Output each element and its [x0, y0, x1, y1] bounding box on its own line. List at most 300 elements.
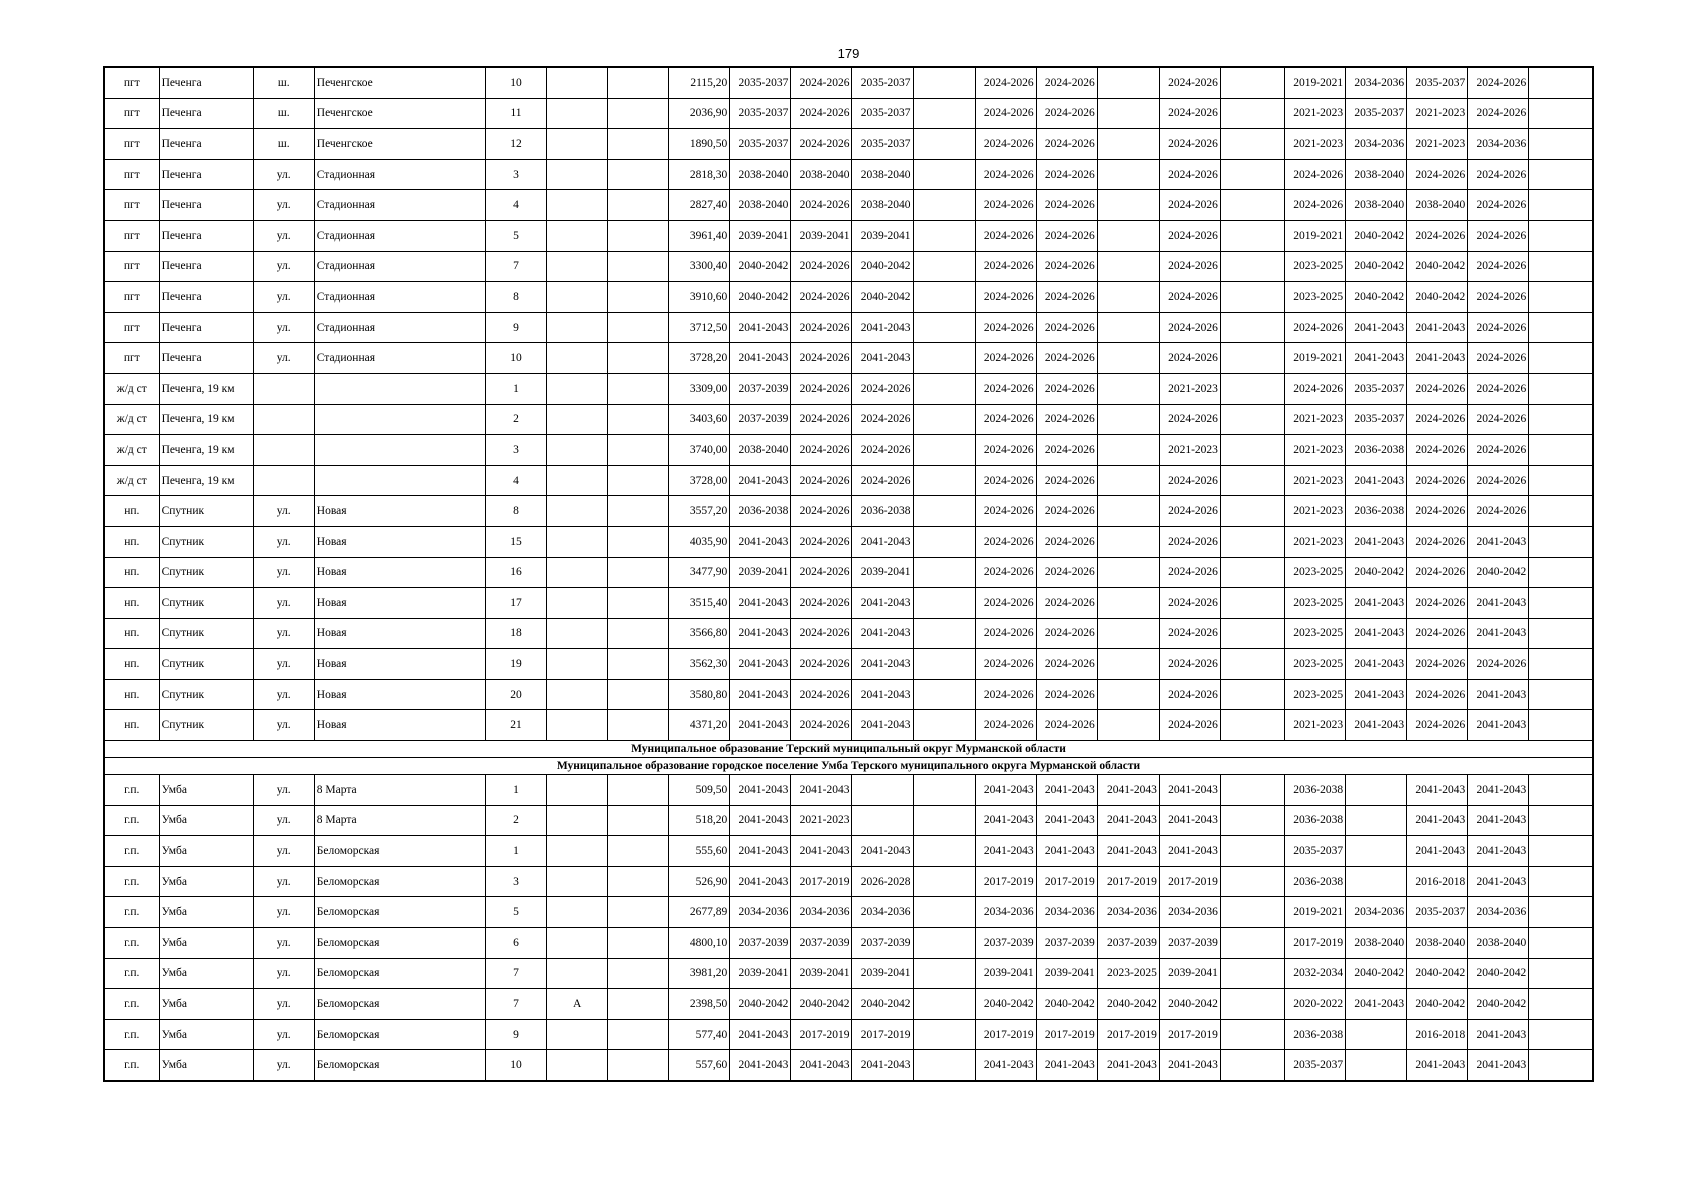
table-cell: 2017-2019: [1285, 928, 1346, 959]
table-cell: [608, 775, 669, 806]
table-cell: ул.: [253, 282, 314, 313]
table-cell: [608, 866, 669, 897]
table-cell: [913, 928, 975, 959]
table-cell: 2041-2043: [1036, 836, 1097, 867]
table-cell: [913, 775, 975, 806]
table-cell: Умба: [159, 928, 253, 959]
table-cell: 2041-2043: [975, 805, 1036, 836]
table-cell: [1097, 465, 1159, 496]
table-cell: [1346, 1050, 1407, 1081]
section-row: [104, 741, 1593, 758]
table-cell: ул.: [253, 679, 314, 710]
table-cell: [1220, 557, 1284, 588]
table-cell: 15: [485, 526, 546, 557]
table-cell: [1529, 989, 1593, 1020]
table-cell: 2024-2026: [1468, 98, 1529, 129]
table-cell: [547, 435, 608, 466]
table-cell: [1220, 67, 1284, 98]
table-cell: 2024-2026: [975, 618, 1036, 649]
table-cell: 2039-2041: [852, 220, 913, 251]
table-cell: 21: [485, 710, 546, 741]
table-cell: 2041-2043: [730, 649, 791, 680]
table-cell: 20: [485, 679, 546, 710]
table-cell: 2024-2026: [1159, 557, 1220, 588]
table-cell: пгт: [104, 67, 159, 98]
table-row: [104, 1050, 1593, 1081]
table-cell: [1529, 526, 1593, 557]
table-cell: 2024-2026: [1036, 618, 1097, 649]
table-cell: [1529, 465, 1593, 496]
table-row: [104, 958, 1593, 989]
table-row: [104, 1019, 1593, 1050]
table-cell: 3: [485, 159, 546, 190]
table-cell: Беломорская: [314, 1050, 485, 1081]
table-cell: [1529, 312, 1593, 343]
table-cell: [913, 588, 975, 619]
table-cell: 3562,30: [669, 649, 730, 680]
table-cell: 2024-2026: [1036, 190, 1097, 221]
table-cell: 2017-2019: [1036, 1019, 1097, 1050]
table-cell: 2398,50: [669, 989, 730, 1020]
table-cell: 2041-2043: [1036, 775, 1097, 806]
table-cell: 2024-2026: [1468, 496, 1529, 527]
table-cell: 2024-2026: [1036, 251, 1097, 282]
table-cell: А: [547, 989, 608, 1020]
table-cell: 2041-2043: [1346, 312, 1407, 343]
table-cell: [547, 928, 608, 959]
table-cell: [314, 373, 485, 404]
table-cell: Новая: [314, 496, 485, 527]
table-cell: [913, 465, 975, 496]
table-cell: 2041-2043: [730, 343, 791, 374]
table-cell: 10: [485, 343, 546, 374]
table-cell: 2038-2040: [852, 159, 913, 190]
table-body-top: [104, 67, 1593, 741]
table-cell: 3580,80: [669, 679, 730, 710]
table-cell: 10: [485, 67, 546, 98]
table-cell: 2024-2026: [975, 496, 1036, 527]
table-cell: 2024-2026: [1407, 465, 1468, 496]
table-cell: [1097, 588, 1159, 619]
table-cell: [913, 496, 975, 527]
table-cell: [547, 805, 608, 836]
table-cell: 2032-2034: [1285, 958, 1346, 989]
table-cell: 2024-2026: [1036, 588, 1097, 619]
table-cell: 2021-2023: [1159, 373, 1220, 404]
table-cell: Спутник: [159, 679, 253, 710]
table-cell: нп.: [104, 710, 159, 741]
table-cell: 2024-2026: [975, 251, 1036, 282]
table-cell: 7: [485, 251, 546, 282]
table-cell: 9: [485, 1019, 546, 1050]
table-cell: 2038-2040: [791, 159, 852, 190]
table-cell: 2041-2043: [1468, 526, 1529, 557]
table-cell: 2041-2043: [730, 588, 791, 619]
table-cell: [608, 465, 669, 496]
table-cell: 2024-2026: [1407, 404, 1468, 435]
table-cell: [1220, 190, 1284, 221]
table-cell: 2024-2026: [852, 435, 913, 466]
table-cell: 2041-2043: [730, 679, 791, 710]
table-cell: 2017-2019: [791, 866, 852, 897]
table-cell: 2024-2026: [975, 98, 1036, 129]
table-cell: 3477,90: [669, 557, 730, 588]
table-cell: Стадионная: [314, 282, 485, 313]
table-cell: 2818,30: [669, 159, 730, 190]
table-cell: 557,60: [669, 1050, 730, 1081]
table-cell: 2041-2043: [730, 710, 791, 741]
table-cell: 2041-2043: [1346, 526, 1407, 557]
table-cell: 2041-2043: [1346, 465, 1407, 496]
table-cell: 2039-2041: [730, 958, 791, 989]
table-cell: 2040-2042: [1468, 557, 1529, 588]
table-cell: 2024-2026: [1407, 373, 1468, 404]
table-cell: Печенга: [159, 129, 253, 160]
table-cell: 2024-2026: [1036, 98, 1097, 129]
table-cell: 2024-2026: [1407, 496, 1468, 527]
table-cell: [547, 465, 608, 496]
table-cell: 2041-2043: [1468, 1050, 1529, 1081]
table-cell: [1220, 588, 1284, 619]
table-cell: ул.: [253, 958, 314, 989]
table-cell: 2041-2043: [1407, 312, 1468, 343]
table-cell: [913, 129, 975, 160]
table-cell: 2041-2043: [1407, 836, 1468, 867]
table-cell: 2041-2043: [730, 312, 791, 343]
table-cell: 2039-2041: [791, 220, 852, 251]
table-cell: [547, 496, 608, 527]
table-cell: 2024-2026: [791, 190, 852, 221]
table-cell: [1529, 897, 1593, 928]
table-cell: Печенга: [159, 67, 253, 98]
table-cell: 2024-2026: [1036, 129, 1097, 160]
table-cell: 4800,10: [669, 928, 730, 959]
table-cell: 2041-2043: [1468, 1019, 1529, 1050]
table-cell: 1: [485, 836, 546, 867]
table-cell: [1220, 805, 1284, 836]
table-cell: 2041-2043: [730, 465, 791, 496]
table-cell: 2034-2036: [852, 897, 913, 928]
table-cell: 2024-2026: [852, 404, 913, 435]
table-cell: Печенга: [159, 343, 253, 374]
table-cell: 2019-2021: [1285, 343, 1346, 374]
table-cell: 2024-2026: [975, 404, 1036, 435]
table-cell: 2041-2043: [1468, 588, 1529, 619]
table-cell: 2034-2036: [1468, 897, 1529, 928]
table-cell: 2041-2043: [1346, 343, 1407, 374]
table-cell: 2024-2026: [1407, 618, 1468, 649]
table-cell: ул.: [253, 343, 314, 374]
table-cell: 8 Марта: [314, 775, 485, 806]
table-cell: пгт: [104, 282, 159, 313]
table-cell: г.п.: [104, 836, 159, 867]
table-cell: 2040-2042: [730, 282, 791, 313]
table-cell: 7: [485, 958, 546, 989]
table-cell: 2034-2036: [791, 897, 852, 928]
table-cell: [547, 159, 608, 190]
table-cell: 2035-2037: [1407, 67, 1468, 98]
table-cell: [1220, 1019, 1284, 1050]
table-cell: 2017-2019: [791, 1019, 852, 1050]
table-cell: 2041-2043: [730, 775, 791, 806]
table-cell: 2041-2043: [852, 649, 913, 680]
table-cell: 2024-2026: [1159, 190, 1220, 221]
table-row: [104, 588, 1593, 619]
table-cell: 2041-2043: [1407, 343, 1468, 374]
table-cell: ул.: [253, 836, 314, 867]
table-cell: [608, 836, 669, 867]
table-cell: [547, 282, 608, 313]
table-cell: 3728,20: [669, 343, 730, 374]
table-cell: [852, 805, 913, 836]
table-cell: 3961,40: [669, 220, 730, 251]
table-cell: 2024-2026: [1468, 190, 1529, 221]
table-cell: [913, 866, 975, 897]
table-cell: ш.: [253, 98, 314, 129]
table-cell: [1097, 251, 1159, 282]
table-cell: Печенга: [159, 220, 253, 251]
table-cell: [1220, 220, 1284, 251]
table-row: [104, 836, 1593, 867]
table-cell: 2021-2023: [1285, 129, 1346, 160]
table-cell: [608, 649, 669, 680]
table-row: [104, 67, 1593, 98]
table-cell: 2040-2042: [1159, 989, 1220, 1020]
table-cell: 2035-2037: [1285, 836, 1346, 867]
table-cell: 3557,20: [669, 496, 730, 527]
table-cell: 2024-2026: [1036, 679, 1097, 710]
table-cell: Беломорская: [314, 928, 485, 959]
table-cell: 2037-2039: [1159, 928, 1220, 959]
table-cell: Печенга: [159, 312, 253, 343]
table-cell: [1097, 557, 1159, 588]
table-cell: 2041-2043: [1159, 805, 1220, 836]
table-cell: [1529, 343, 1593, 374]
table-cell: 577,40: [669, 1019, 730, 1050]
table-cell: 2037-2039: [730, 404, 791, 435]
table-cell: [1220, 312, 1284, 343]
table-cell: г.п.: [104, 866, 159, 897]
table-cell: [913, 220, 975, 251]
table-cell: Печенга: [159, 282, 253, 313]
table-row: [104, 129, 1593, 160]
table-cell: [1220, 897, 1284, 928]
table-cell: [1529, 129, 1593, 160]
table-cell: пгт: [104, 98, 159, 129]
table-cell: 2041-2043: [730, 1019, 791, 1050]
table-cell: 2041-2043: [852, 679, 913, 710]
table-cell: 2024-2026: [1159, 649, 1220, 680]
table-cell: 2024-2026: [852, 373, 913, 404]
table-cell: [547, 588, 608, 619]
table-cell: [1529, 404, 1593, 435]
table-cell: пгт: [104, 251, 159, 282]
table-cell: 2023-2025: [1285, 618, 1346, 649]
table-cell: Новая: [314, 618, 485, 649]
table-cell: 2021-2023: [1285, 465, 1346, 496]
table-cell: [608, 282, 669, 313]
table-cell: 2023-2025: [1285, 557, 1346, 588]
table-cell: ул.: [253, 1019, 314, 1050]
table-cell: 2017-2019: [1097, 1019, 1159, 1050]
table-cell: [913, 618, 975, 649]
table-cell: 2034-2036: [975, 897, 1036, 928]
table-cell: 2041-2043: [1346, 588, 1407, 619]
table-cell: 2040-2042: [975, 989, 1036, 1020]
table-cell: 2041-2043: [1407, 775, 1468, 806]
table-cell: [1529, 618, 1593, 649]
table-cell: Умба: [159, 775, 253, 806]
table-cell: ул.: [253, 897, 314, 928]
table-cell: [547, 836, 608, 867]
table-cell: [1220, 251, 1284, 282]
table-cell: 2041-2043: [852, 710, 913, 741]
table-cell: 2024-2026: [1468, 251, 1529, 282]
table-cell: 2040-2042: [1346, 251, 1407, 282]
table-cell: 2041-2043: [1468, 618, 1529, 649]
table-cell: 2036-2038: [852, 496, 913, 527]
table-cell: нп.: [104, 618, 159, 649]
table-cell: Беломорская: [314, 866, 485, 897]
table-cell: [1346, 775, 1407, 806]
table-cell: 2034-2036: [1346, 897, 1407, 928]
table-cell: Новая: [314, 710, 485, 741]
table-cell: [1529, 679, 1593, 710]
table-cell: 2037-2039: [730, 928, 791, 959]
table-cell: [913, 190, 975, 221]
table-cell: [852, 775, 913, 806]
section-title-settlement: Муниципальное образование городское поселение Умба Терского муниципального округа Мурманской области: [104, 758, 1593, 775]
table-cell: 2041-2043: [975, 836, 1036, 867]
table-cell: ул.: [253, 557, 314, 588]
table-cell: Умба: [159, 989, 253, 1020]
table-cell: 2039-2041: [852, 557, 913, 588]
table-cell: [1529, 67, 1593, 98]
table-cell: [547, 1050, 608, 1081]
table-cell: 2039-2041: [730, 557, 791, 588]
table-cell: [1220, 710, 1284, 741]
table-cell: 2023-2025: [1285, 649, 1346, 680]
table-cell: [913, 67, 975, 98]
table-cell: 2040-2042: [730, 251, 791, 282]
table-cell: [314, 404, 485, 435]
table-row: [104, 775, 1593, 806]
table-cell: 2024-2026: [1159, 282, 1220, 313]
table-cell: 2023-2025: [1285, 588, 1346, 619]
table-cell: 2024-2026: [1407, 588, 1468, 619]
table-cell: [1529, 1050, 1593, 1081]
table-cell: 2034-2036: [1468, 129, 1529, 160]
table-cell: 18: [485, 618, 546, 649]
table-cell: [1097, 526, 1159, 557]
table-cell: 2034-2036: [1346, 67, 1407, 98]
table-cell: 2021-2023: [1285, 98, 1346, 129]
table-cell: нп.: [104, 557, 159, 588]
table-cell: 2038-2040: [1346, 159, 1407, 190]
table-cell: 2040-2042: [791, 989, 852, 1020]
table-cell: 2024-2026: [1036, 373, 1097, 404]
table-cell: [253, 373, 314, 404]
table-cell: 2035-2037: [852, 129, 913, 160]
table-cell: [1529, 496, 1593, 527]
table-cell: [913, 526, 975, 557]
table-cell: 2017-2019: [1097, 866, 1159, 897]
table-cell: [1220, 435, 1284, 466]
table-cell: 2041-2043: [1159, 836, 1220, 867]
table-cell: [547, 190, 608, 221]
table-cell: Печенгское: [314, 67, 485, 98]
table-cell: [547, 220, 608, 251]
table-cell: [608, 710, 669, 741]
table-cell: 2017-2019: [975, 1019, 1036, 1050]
table-cell: [1529, 282, 1593, 313]
table-cell: 2038-2040: [730, 190, 791, 221]
table-cell: 7: [485, 989, 546, 1020]
table-cell: 2039-2041: [1159, 958, 1220, 989]
table-cell: 2024-2026: [975, 373, 1036, 404]
table-cell: 2041-2043: [1346, 649, 1407, 680]
table-cell: нп.: [104, 679, 159, 710]
table-cell: 2040-2042: [1346, 282, 1407, 313]
table-cell: 2023-2025: [1285, 251, 1346, 282]
table-cell: [1346, 805, 1407, 836]
table-cell: [608, 989, 669, 1020]
table-cell: 2024-2026: [1036, 526, 1097, 557]
table-cell: 2041-2043: [791, 1050, 852, 1081]
table-cell: ул.: [253, 1050, 314, 1081]
table-cell: пгт: [104, 129, 159, 160]
table-cell: 2037-2039: [1036, 928, 1097, 959]
table-cell: [608, 220, 669, 251]
table-cell: 4035,90: [669, 526, 730, 557]
table-cell: 2024-2026: [791, 679, 852, 710]
table-cell: 2017-2019: [975, 866, 1036, 897]
table-cell: 5: [485, 897, 546, 928]
table-cell: 2021-2023: [1285, 710, 1346, 741]
table-cell: [1529, 220, 1593, 251]
table-cell: [547, 958, 608, 989]
table-cell: 5: [485, 220, 546, 251]
table-cell: [913, 679, 975, 710]
table-cell: 2115,20: [669, 67, 730, 98]
table-row: [104, 496, 1593, 527]
table-cell: Стадионная: [314, 159, 485, 190]
table-cell: 2021-2023: [1285, 496, 1346, 527]
table-cell: 2024-2026: [975, 588, 1036, 619]
table-cell: Спутник: [159, 649, 253, 680]
table-cell: 2041-2043: [1468, 775, 1529, 806]
table-body-bottom: [104, 775, 1593, 1081]
table-cell: [314, 435, 485, 466]
table-cell: 2024-2026: [1036, 312, 1097, 343]
table-cell: [1529, 866, 1593, 897]
table-cell: 2024-2026: [1468, 649, 1529, 680]
table-cell: 2024-2026: [852, 465, 913, 496]
table-cell: [1097, 618, 1159, 649]
table-cell: ул.: [253, 928, 314, 959]
table-cell: Новая: [314, 679, 485, 710]
table-cell: 2024-2026: [1036, 220, 1097, 251]
table-cell: [547, 710, 608, 741]
table-cell: 2035-2037: [1285, 1050, 1346, 1081]
table-row: [104, 282, 1593, 313]
table-cell: [913, 282, 975, 313]
table-row: [104, 557, 1593, 588]
table-cell: 2024-2026: [791, 588, 852, 619]
table-cell: 2024-2026: [975, 679, 1036, 710]
table-cell: 2024-2026: [1159, 710, 1220, 741]
table-cell: [1220, 775, 1284, 806]
